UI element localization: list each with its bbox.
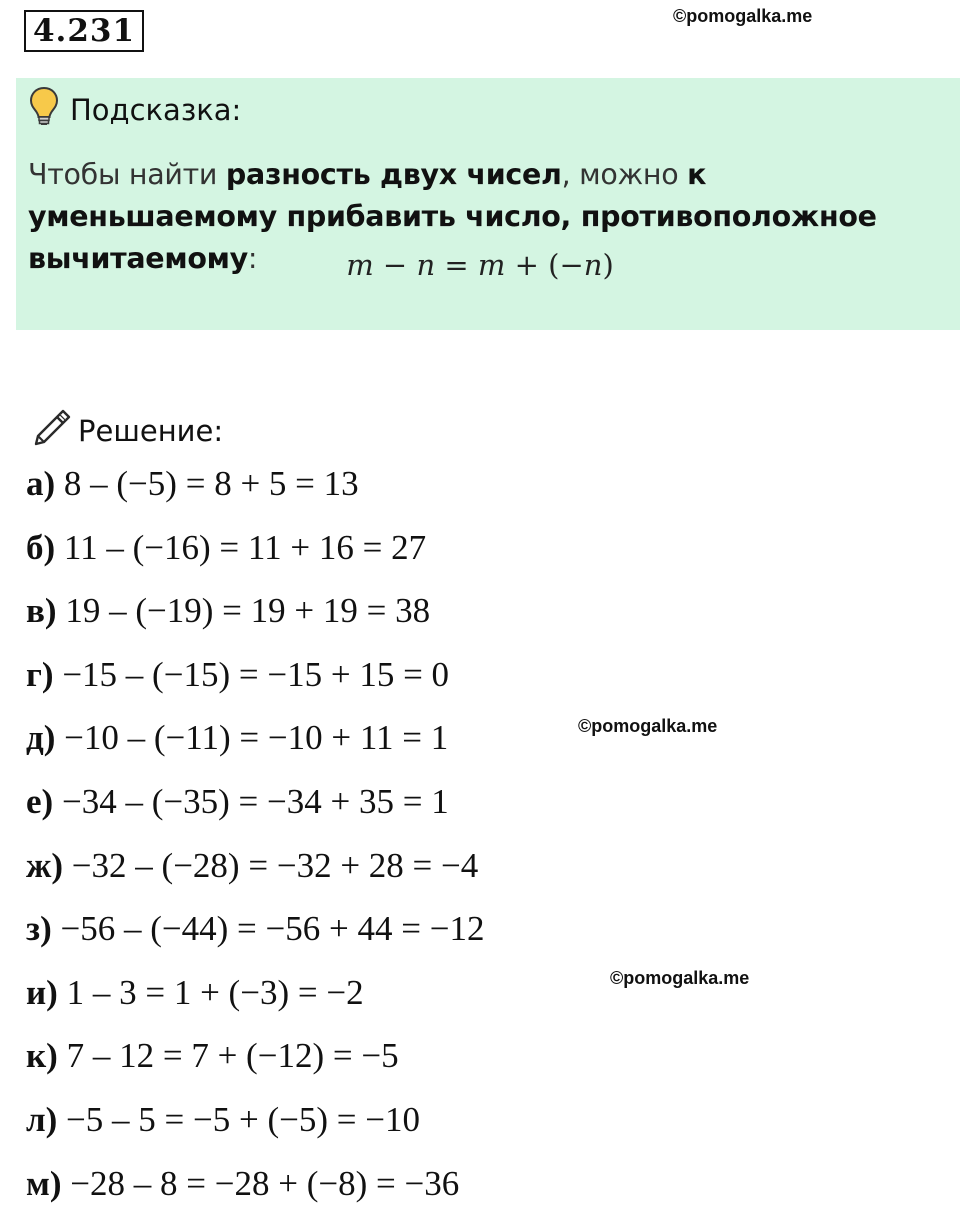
item-expression: 19 – (−19) = 19 + 19 = 38 bbox=[65, 591, 431, 631]
solution-item bbox=[26, 458, 484, 522]
formula-var: m bbox=[477, 248, 506, 282]
item-letter: з) bbox=[26, 909, 52, 949]
formula-op: − bbox=[373, 248, 417, 282]
item-expression: −34 – (−35) = −34 + 35 = 1 bbox=[61, 781, 449, 821]
solution-item bbox=[26, 776, 484, 840]
solution-item bbox=[26, 585, 484, 649]
task-number: 4.231 bbox=[24, 10, 144, 52]
item-expression: 8 – (−5) = 8 + 5 = 13 bbox=[63, 464, 359, 503]
watermark-top: ©pomogalka.me bbox=[673, 6, 813, 26]
formula-op: = bbox=[435, 248, 478, 282]
hint-text-part-bold: разность двух чисел bbox=[225, 158, 562, 191]
solution-item bbox=[26, 712, 484, 776]
solution-item bbox=[26, 522, 484, 586]
solution-item bbox=[26, 1094, 484, 1158]
watermark-bottom: ©pomogalka.me bbox=[610, 968, 750, 988]
hint-text-part: Чтобы найти bbox=[28, 158, 226, 191]
item-letter: е) bbox=[26, 781, 54, 821]
item-expression: −10 – (−11) = −10 + 11 = 1 bbox=[64, 718, 449, 758]
hint-formula bbox=[0, 248, 960, 282]
item-letter: м) bbox=[26, 1163, 62, 1203]
hint-text-part-bold: к уменьшаемому прибавить число, противоположное вычитаемому bbox=[28, 158, 877, 275]
solution-header bbox=[30, 406, 223, 455]
item-expression: 1 – 3 = 1 + (−3) = −2 bbox=[66, 972, 364, 1012]
formula-var: n bbox=[416, 248, 436, 282]
item-letter: д) bbox=[26, 718, 56, 758]
solution-item bbox=[26, 1158, 484, 1222]
pencil-icon bbox=[30, 406, 72, 455]
hint-header bbox=[28, 86, 241, 133]
formula-var: m bbox=[346, 248, 374, 282]
formula-op: ) bbox=[602, 248, 614, 282]
item-letter: ж) bbox=[26, 845, 64, 885]
formula-op: + (− bbox=[505, 248, 584, 282]
solution-list bbox=[26, 458, 484, 1221]
item-expression: 7 – 12 = 7 + (−12) = −5 bbox=[66, 1036, 399, 1076]
item-letter: а) bbox=[26, 464, 56, 503]
solution-item bbox=[26, 649, 484, 713]
hint-text-part: , можно bbox=[561, 158, 688, 191]
hint-title: Подсказка: bbox=[70, 92, 242, 127]
item-letter: в) bbox=[26, 591, 57, 631]
item-expression: −32 – (−28) = −32 + 28 = −4 bbox=[71, 845, 479, 885]
formula-var: n bbox=[583, 248, 603, 282]
item-letter: г) bbox=[26, 654, 54, 694]
item-letter: к) bbox=[26, 1036, 58, 1076]
item-expression: −15 – (−15) = −15 + 15 = 0 bbox=[62, 654, 450, 694]
item-expression: −28 – 8 = −28 + (−8) = −36 bbox=[70, 1163, 460, 1203]
solution-item bbox=[26, 1030, 484, 1094]
item-expression: 11 – (−16) = 11 + 16 = 27 bbox=[63, 527, 427, 567]
solution-item bbox=[26, 903, 484, 967]
solution-item bbox=[26, 967, 484, 1031]
hint-text-part: : bbox=[247, 242, 258, 275]
item-expression: −56 – (−44) = −56 + 44 = −12 bbox=[60, 909, 485, 949]
item-letter: и) bbox=[26, 972, 58, 1012]
item-expression: −5 – 5 = −5 + (−5) = −10 bbox=[66, 1099, 421, 1139]
solution-item bbox=[26, 840, 484, 904]
solution-title: Решение: bbox=[78, 413, 224, 448]
item-letter: б) bbox=[26, 527, 56, 567]
item-letter: л) bbox=[26, 1099, 58, 1139]
lightbulb-icon bbox=[28, 86, 60, 133]
watermark-middle: ©pomogalka.me bbox=[578, 716, 718, 736]
